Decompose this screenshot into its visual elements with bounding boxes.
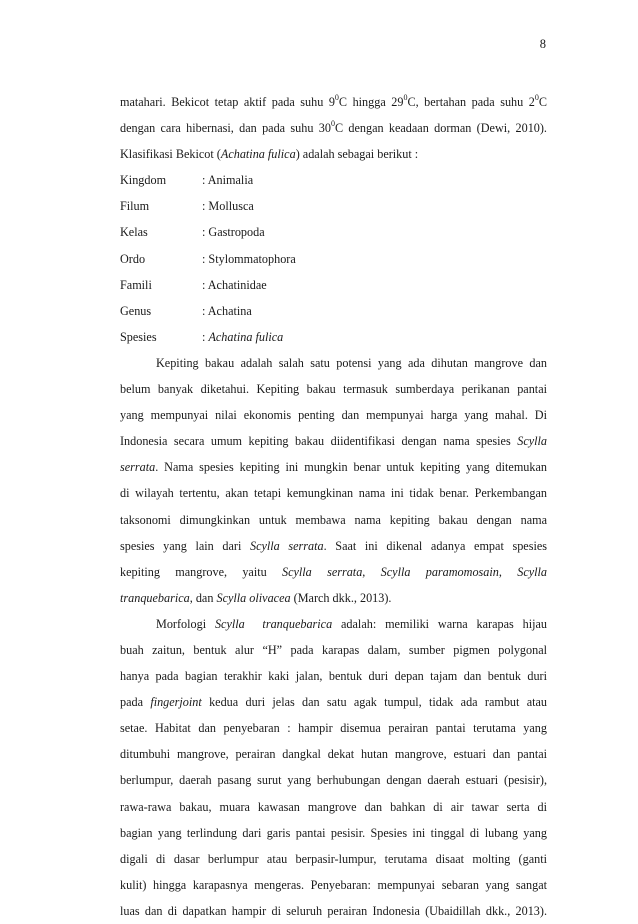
paragraph-line: kulit) hingga karapasnya mengeras. Penyebaran: mempunyai sebaran yang sangat	[120, 877, 547, 892]
paragraph-morfologi	[120, 611, 547, 924]
rank-label: Filum	[120, 199, 150, 214]
rank-value: : Gastropoda	[202, 225, 265, 240]
paragraph-line: digali di dasar berlumpur atau berpasir-lumpur, terutama disaat molting (ganti	[120, 851, 547, 866]
rank-value: : Achatinidae	[202, 277, 267, 292]
classification-row	[120, 324, 547, 350]
classification-row	[120, 272, 547, 298]
rank-value: : Animalia	[202, 173, 254, 188]
rank-label: Genus	[120, 303, 152, 318]
paragraph-line: kepiting mangrove, yaitu Scylla serrata, Scylla paramomosain, Scylla	[120, 564, 548, 579]
paragraph-line: ditumbuhi mangrove, perairan dangkal dekat hutan mangrove, estuari dan pantai	[120, 747, 547, 762]
classification-table	[120, 167, 547, 350]
paragraph-line: pada fingerjoint kedua duri jelas dan satu agak tumpul, tidak ada rambut atau	[120, 695, 548, 710]
paragraph-line: hanya pada bagian terakhir kaki jalan, bentuk duri depan tajam dan bentuk duri	[120, 669, 547, 684]
rank-label: Spesies	[120, 329, 157, 344]
classification-row	[120, 246, 547, 272]
paragraph-line: berlumpur, daerah pasang surut yang berhubungan dengan daerah estuari (pesisir),	[120, 773, 547, 788]
paragraph-line: serrata. Nama spesies kepiting ini mungkin benar untuk kepiting yang ditemukan	[120, 460, 547, 475]
rank-value: : Mollusca	[202, 199, 254, 214]
paragraph-line: bagian yang terlindung dari garis pantai pesisir. Spesies ini tinggal di lubang yang	[120, 825, 547, 840]
classification-heading: Klasifikasi Bekicot (Achatina fulica) adalah sebagai berikut :	[120, 147, 419, 162]
paragraph-line: yang mempunyai nilai ekonomis penting dan mempunyai harga yang mahal. Di	[120, 408, 547, 423]
paragraph-line: Indonesia secara umum kepiting bakau diidentifikasi dengan nama spesies Scylla	[120, 434, 547, 449]
paragraph-line: rawa-rawa bakau, muara kawasan mangrove dan bahkan di air tawar serta di	[120, 799, 547, 814]
classification-row	[120, 167, 547, 193]
rank-value: : Achatina	[202, 303, 252, 318]
rank-label: Kingdom	[120, 173, 167, 188]
body-text	[120, 89, 547, 924]
rank-label: Kelas	[120, 225, 148, 240]
paragraph-line: spesies yang lain dari Scylla serrata. Saat ini dikenal adanya empat spesies	[120, 538, 547, 553]
rank-label: Famili	[120, 277, 152, 292]
rank-value: : Achatina fulica	[202, 329, 284, 344]
paragraph-kepiting-bakau	[120, 350, 547, 611]
intro-line: matahari. Bekicot tetap aktif pada suhu $9^0C$ hingga $29^0C$, bertahan pada suhu $2^0C$	[120, 92, 547, 109]
page-number: 8	[539, 37, 546, 51]
paragraph-line: Morfologi Scylla tranquebarica adalah: memiliki warna karapas hijau	[156, 616, 547, 631]
paragraph-line: Kepiting bakau adalah salah satu potensi yang ada dihutan mangrove dan	[156, 355, 547, 370]
rank-label: Ordo	[120, 251, 146, 266]
paragraph-line: belum banyak diketahui. Kepiting bakau termasuk sumberdaya perikanan pantai	[120, 382, 547, 397]
classification-row	[120, 298, 547, 324]
paragraph-line: taksonomi dimungkinkan untuk membawa nama kepiting bakau dengan nama	[120, 512, 547, 527]
paragraph-line: buah zaitun, bentuk alur “H” pada karapas dalam, sumber pigmen polygonal	[120, 642, 547, 657]
paragraph-line: setae. Habitat dan penyebaran : hampir disemua perairan pantai terutama yang	[120, 721, 547, 736]
classification-row	[120, 193, 547, 219]
paragraph-line: tranquebarica, dan Scylla olivacea (March dkk., 2013).	[120, 590, 392, 605]
rank-value: : Stylommatophora	[202, 251, 296, 266]
intro-line: dengan cara hibernasi, dan pada suhu $30^0C$ dengan keadaan dorman (Dewi, 2010).	[120, 119, 547, 136]
classification-row	[120, 219, 547, 245]
paragraph-line: di wilayah tertentu, akan tetapi kemungkinan nama ini tidak benar. Perkembangan	[120, 486, 547, 501]
paragraph-line: luas dan di dapatkan hampir di seluruh perairan Indonesia (Ubaidillah dkk., 2013).	[120, 903, 547, 918]
